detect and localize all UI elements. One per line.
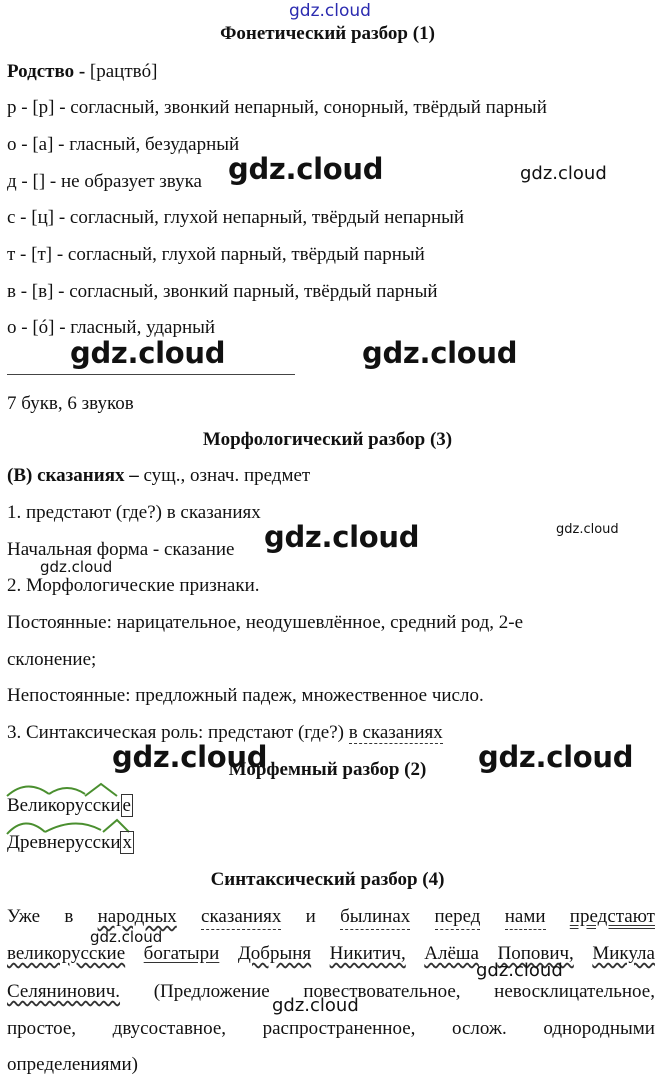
phonetic-word: Родство - bbox=[7, 61, 86, 82]
watermark: gdz.cloud bbox=[90, 928, 163, 946]
phonetic-summary: 7 букв, 6 звуков bbox=[7, 393, 134, 414]
morphological-role-underlined: в сказаниях bbox=[348, 722, 443, 743]
syntactic-row-4 bbox=[7, 1017, 655, 1041]
separator-rule bbox=[7, 374, 295, 375]
morphemic-title: Морфемный разбор (2) bbox=[228, 759, 427, 780]
word: двусоставное, bbox=[112, 1018, 227, 1039]
phonetic-line-6: в - [в] - согласный, звонкий парный, твёрдый парный bbox=[7, 281, 438, 302]
word-appositive: Добрыня bbox=[237, 943, 312, 964]
morphological-role-text: 3. Синтаксическая роль: предстают (где?) bbox=[7, 722, 349, 743]
word: повествовательное, bbox=[303, 981, 461, 1002]
morphological-line-6: Непостоянные: предложный падеж, множественное число. bbox=[7, 685, 484, 706]
watermark: gdz.cloud bbox=[264, 520, 420, 554]
word: (Предложение bbox=[153, 981, 270, 1002]
watermark: gdz.cloud bbox=[272, 995, 359, 1016]
phonetic-line-7: о - [ó] - гласный, ударный bbox=[7, 317, 216, 338]
phonetic-line-1: р - [р] - согласный, звонкий непарный, сонорный, твёрдый парный bbox=[7, 97, 547, 118]
morphological-title: Морфологический разбор (3) bbox=[202, 429, 453, 450]
morphemic-word-2-ending: х bbox=[122, 832, 132, 853]
word: ослож. bbox=[452, 1018, 507, 1039]
word-adverbial: сказаниях bbox=[201, 905, 281, 930]
word: распространенное, bbox=[262, 1018, 416, 1039]
word-predicate: предстают bbox=[569, 906, 655, 927]
word-appositive: Никитич, bbox=[329, 943, 406, 964]
word-object: нами bbox=[505, 905, 546, 930]
phonetic-transcription: [рацтвó] bbox=[85, 61, 158, 82]
watermark: gdz.cloud bbox=[362, 336, 518, 370]
morphemic-word-1-stem: Великорусски bbox=[7, 795, 121, 816]
word-appositive: Алёша bbox=[424, 943, 479, 964]
morphological-head bbox=[7, 464, 310, 488]
watermark: gdz.cloud bbox=[478, 740, 634, 774]
word-appositive: Микула bbox=[592, 943, 655, 964]
watermark: gdz.cloud bbox=[476, 960, 563, 981]
morphemic-word-2 bbox=[7, 831, 134, 855]
morphemic-word-1-ending: е bbox=[122, 795, 131, 816]
word-subject: богатыри bbox=[143, 943, 220, 964]
watermark: gdz.cloud bbox=[228, 152, 384, 186]
word: однородными bbox=[543, 1018, 655, 1039]
word-definition: великорусские bbox=[7, 943, 126, 964]
word: Уже bbox=[7, 906, 41, 927]
phonetic-line-3: д - [] - не образует звука bbox=[7, 171, 202, 192]
phonetic-line-5: т - [т] - согласный, глухой парный, твёрдый парный bbox=[7, 244, 425, 265]
morphological-head-word: (В) сказаниях – bbox=[7, 465, 139, 486]
phonetic-title: Фонетический разбор (1) bbox=[220, 23, 435, 44]
watermark: gdz.cloud bbox=[556, 522, 619, 537]
syntactic-row-5: определениями) bbox=[7, 1054, 138, 1075]
morphological-line-1: 1. предстают (где?) в сказаниях bbox=[7, 502, 261, 523]
word: невосклицательное, bbox=[494, 981, 655, 1002]
phonetic-line-4: с - [ц] - согласный, глухой непарный, твёрдый непарный bbox=[7, 207, 465, 228]
watermark: gdz.cloud bbox=[40, 558, 113, 576]
word-adverbial: былинах bbox=[340, 905, 410, 930]
word-object: перед bbox=[435, 905, 481, 930]
word-appositive: Селянинович. bbox=[7, 981, 121, 1002]
morphemic-word-2-stem: Древнерусски bbox=[7, 832, 121, 853]
watermark: gdz.cloud bbox=[112, 740, 268, 774]
watermark: gdz.cloud bbox=[520, 163, 607, 184]
morphological-line-5: склонение; bbox=[7, 649, 97, 670]
word: в bbox=[64, 906, 74, 927]
word-definition: народных bbox=[97, 906, 177, 927]
morphological-line-2: Начальная форма - сказание bbox=[7, 539, 235, 560]
morphological-line-3: 2. Морфологические признаки. bbox=[7, 575, 260, 596]
syntactic-row-1 bbox=[7, 905, 655, 930]
word: и bbox=[305, 906, 316, 927]
phonetic-line-2: о - [а] - гласный, безударный bbox=[7, 134, 240, 155]
syntactic-title: Синтаксический разбор (4) bbox=[210, 869, 445, 890]
watermark-top: gdz.cloud bbox=[289, 1, 371, 21]
morphological-line-4: Постоянные: нарицательное, неодушевлённое, средний род, 2-е bbox=[7, 612, 524, 633]
phonetic-word-line bbox=[7, 60, 157, 84]
word-appositive: Попович, bbox=[497, 943, 574, 964]
watermark: gdz.cloud bbox=[70, 336, 226, 370]
word: простое, bbox=[7, 1018, 77, 1039]
morphological-head-rest: сущ., означ. предмет bbox=[138, 465, 311, 486]
